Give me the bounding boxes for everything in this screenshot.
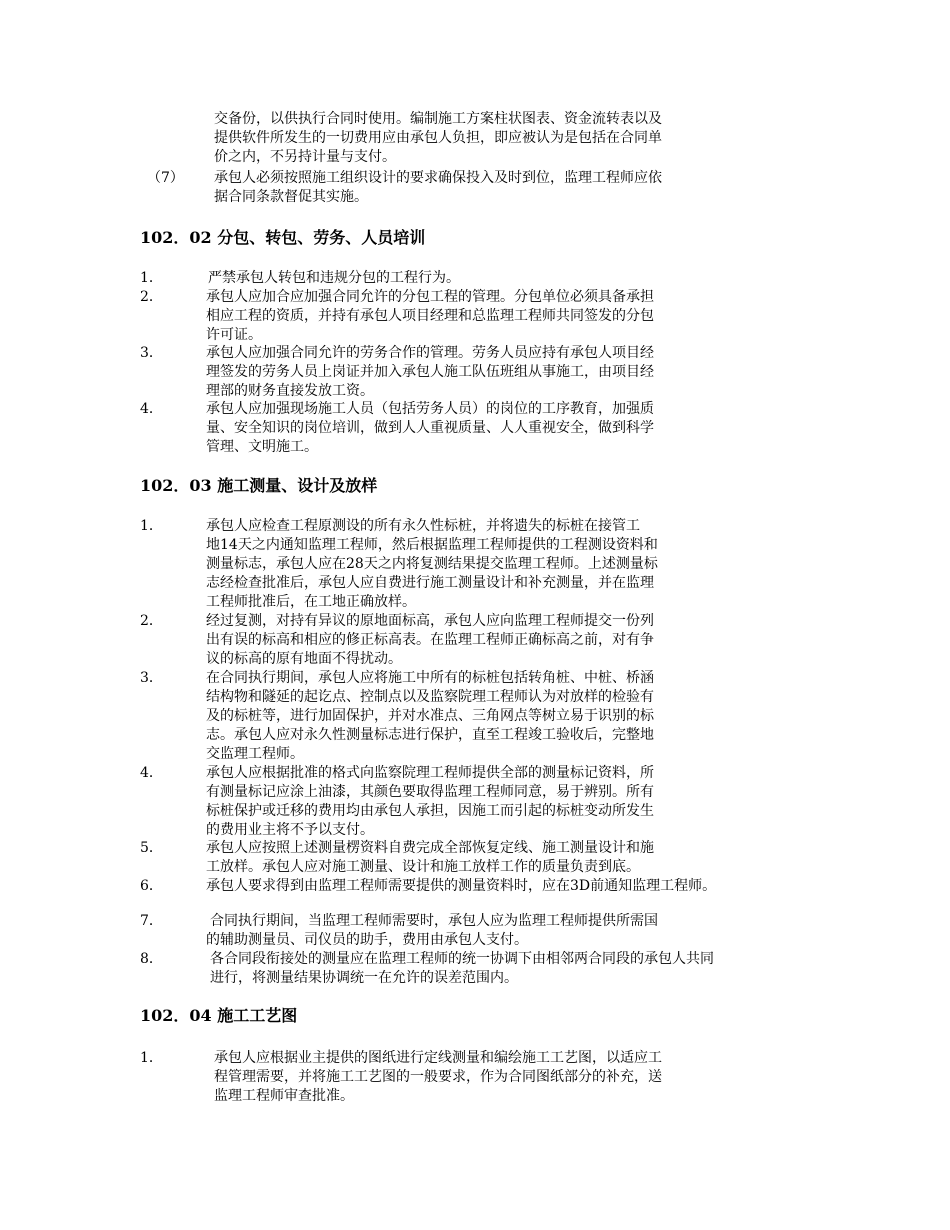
text-line: 交备份，以供执行合同时使用。编制施工方案柱状图表、资金流转表以及 (214, 111, 662, 127)
list-item (206, 344, 654, 401)
text-line: 量、安全知识的岗位培训，做到人人重视质量、人人重视安全，做到科学 (206, 420, 654, 436)
list-item (206, 764, 654, 840)
section-heading-102-04: 102．04 施工工艺图 (140, 1006, 298, 1025)
text-line: 监理工程师审查批准。 (214, 1088, 354, 1104)
list-item (206, 288, 654, 345)
text-line: 的辅助测量员、司仪员的助手，费用由承包人支付。 (206, 932, 528, 948)
item-number: 1． (140, 1050, 163, 1066)
section-heading-102-02: 102．02 分包、转包、劳务、人员培训 (140, 228, 426, 247)
text-line: 议的标高的原有地面不得扰动。 (206, 651, 402, 667)
text-line: 地14天之内通知监理工程师，然后根据监理工程师提供的工程测设资料和 (206, 537, 658, 553)
text-line: 承包人应检查工程原测设的所有永久性标桩，并将遗失的标桩在接管工 (206, 518, 640, 534)
text-line: 承包人应加合应加强合同允许的分包工程的管理。分包单位必须具备承担 (206, 289, 654, 305)
text-line: 承包人应加强现场施工人员（包括劳务人员）的岗位的工序教育，加强质 (206, 401, 654, 417)
list-item (206, 912, 658, 950)
item-number: 4． (140, 765, 163, 781)
item-number: 2． (140, 613, 163, 629)
list-item (210, 950, 714, 988)
text-line: 价之内，不另持计量与支付。 (214, 149, 396, 165)
text-line: 工放样。承包人应对施工测量、设计和施工放样工作的质量负责到底。 (206, 859, 640, 875)
item-number: （7） (147, 170, 184, 186)
item-number: 1． (140, 270, 163, 286)
list-item (206, 877, 716, 896)
text-line: 理部的财务直接发放工资。 (206, 383, 374, 399)
item-number: 5． (140, 840, 163, 856)
intro-item-7 (214, 169, 662, 207)
text-line: 提供软件所发生的一切费用应由承包人负担，即应被认为是包括在合同单 (214, 130, 662, 146)
text-line: 工程师批准后，在工地正确放样。 (206, 594, 416, 610)
text-line: 交监理工程师。 (206, 746, 304, 762)
intro-continuation (214, 110, 662, 167)
text-line: 承包人要求得到由监理工程师需要提供的测量资料时，应在3D前通知监理工程师。 (206, 878, 717, 894)
text-line: 标桩保护或迁移的费用均由承包人承担，因施工而引起的标桩变动所发生 (206, 803, 654, 819)
text-line: 程管理需要，并将施工工艺图的一般要求，作为合同图纸部分的补充，送 (214, 1069, 662, 1085)
text-line: 理签发的劳务人员上岗证并加入承包人施工队伍班组从事施工，由项目经 (206, 364, 654, 380)
text-line: 在合同执行期间，承包人应将施工中所有的标桩包括转角桩、中桩、桥涵 (206, 670, 654, 686)
item-number: 8． (140, 951, 163, 967)
text-line: 各合同段衔接处的测量应在监理工程师的统一协调下由相邻两合同段的承包人共同 (210, 951, 714, 967)
item-number: 4． (140, 401, 163, 417)
text-line: 志经检查批准后，承包人应自费进行施工测量设计和补充测量，并在监理 (206, 575, 654, 591)
list-item (206, 669, 654, 764)
item-number: 3． (140, 670, 163, 686)
text-line: 严禁承包人转包和违规分包的工程行为。 (208, 270, 460, 286)
text-line: 相应工程的资质，并持有承包人项目经理和总监理工程师共同签发的分包 (206, 308, 654, 324)
text-line: 志。承包人应对永久性测量标志进行保护，直至工程竣工验收后，完整地 (206, 727, 654, 743)
section-heading-102-03: 102．03 施工测量、设计及放样 (140, 476, 378, 495)
list-item (214, 1049, 662, 1106)
list-item (206, 839, 654, 877)
text-line: 承包人应加强合同允许的劳务合作的管理。劳务人员应持有承包人项目经 (206, 345, 654, 361)
item-number: 2． (140, 289, 163, 305)
text-line: 承包人应按照上述测量楞资料自费完成全部恢复定线、施工测量设计和施 (206, 840, 654, 856)
text-line: 许可证。 (206, 327, 262, 343)
text-line: 结构物和隧延的起讫点、控制点以及监察院理工程师认为对放样的检验有 (206, 689, 654, 705)
text-line: 合同执行期间，当监理工程师需要时，承包人应为监理工程师提供所需国 (210, 913, 658, 929)
text-line: 承包人应根据业主提供的图纸进行定线测量和编绘施工工艺图，以适应工 (214, 1050, 662, 1066)
text-line: 承包人必须按照施工组织设计的要求确保投入及时到位，监理工程师应依 (214, 170, 662, 186)
list-item (206, 517, 658, 612)
item-number: 1． (140, 518, 163, 534)
text-line: 测量标志，承包人应在28天之内将复测结果提交监理工程师。上述测量标 (206, 556, 658, 572)
text-line: 出有误的标高和相应的修正标高表。在监理工程师正确标高之前，对有争 (206, 632, 654, 648)
text-line: 承包人应根据批准的格式向监察院理工程师提供全部的测量标记资料，所 (206, 765, 654, 781)
item-number: 6． (140, 878, 163, 894)
list-item (206, 612, 654, 669)
text-line: 有测量标记应涂上油漆，其颜色要取得监理工程师同意，易于辨别。所有 (206, 784, 654, 800)
item-number: 7． (140, 913, 163, 929)
text-line: 进行，将测量结果协调统一在允许的误差范围内。 (210, 970, 518, 986)
text-line: 的费用业主将不予以支付。 (206, 822, 374, 838)
text-line: 管理、文明施工。 (206, 439, 318, 455)
list-item (206, 400, 654, 457)
text-line: 及的标桩等，进行加固保护，并对水准点、三角网点等树立易于识别的标 (206, 708, 654, 724)
item-number: 3． (140, 345, 163, 361)
text-line: 据合同条款督促其实施。 (214, 189, 368, 205)
text-line: 经过复测，对持有异议的原地面标高，承包人应向监理工程师提交一份列 (206, 613, 654, 629)
list-item (208, 269, 460, 288)
